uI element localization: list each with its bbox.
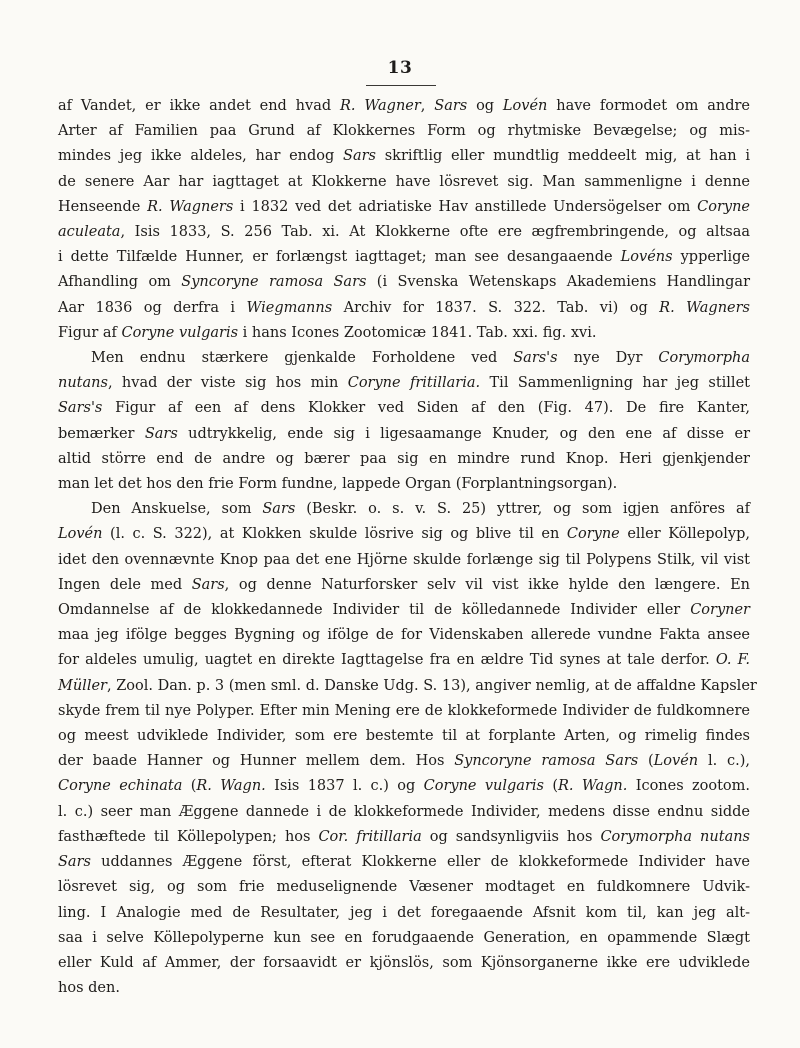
text-run: nye Dyr	[557, 350, 659, 367]
italic-text: Syncoryne ramosa Sars	[181, 274, 367, 291]
italic-text: Lovén	[502, 98, 548, 114]
italic-text: Lovéns	[620, 249, 673, 266]
text-line	[58, 825, 750, 850]
text-line	[58, 548, 750, 573]
text-run: ling. I Analogie med de Resultater, jeg i det foregaaende Afsnit kom til, kan jeg alt-	[58, 904, 750, 921]
text-run: og meest udviklede Individer, som ere bestemte til at forplante Arten, og rimelig findes	[58, 728, 750, 745]
italic-text: Coryne echinata	[58, 778, 183, 795]
text-run: skriftlig eller mundtlig meddeelt mig, at han i	[376, 148, 750, 165]
text-run: idet den ovennævnte Knop paa det ene Hjörne skulde forlænge sig til Polypens Stilk, vil vist	[58, 551, 750, 568]
italic-text: Sars	[434, 98, 468, 114]
text-run: eller Köllepolyp,	[619, 526, 750, 543]
text-line	[58, 497, 750, 522]
text-run: i dette Tilfælde Hunner, er forlængst iagttaget; man see desangaaende	[58, 249, 621, 266]
italic-text: Cor. fritillaria	[318, 828, 422, 845]
italic-text: Müller	[58, 677, 107, 694]
text-line	[58, 522, 750, 547]
italic-text: Coryne	[697, 198, 751, 215]
text-line	[58, 951, 750, 976]
text-line	[58, 396, 750, 421]
text-run: skyde frem til nye Polyper. Efter min Mening ere de klokkeformede Individer de fuldkomnere	[58, 702, 750, 719]
text-run: lösrevet sig, og som frie meduselignende Væsener modtaget en fuldkomnere Udvik-	[58, 879, 750, 896]
text-line	[58, 774, 750, 799]
text-line	[58, 94, 750, 119]
text-line	[58, 573, 750, 598]
text-run: der baade Hanner og Hunner mellem dem. Hos	[58, 753, 455, 770]
text-line	[58, 170, 750, 195]
italic-text: Sars	[144, 425, 178, 442]
text-run: fasthæftede til Köllepolypen; hos	[58, 828, 319, 845]
text-run: l. c.),	[698, 753, 750, 770]
italic-text: aculeata	[58, 224, 121, 241]
text-run: i 1832 ved det adriatiske Hav anstillede Undersögelser om	[233, 198, 698, 215]
text-run: og sandsynligviis hos	[421, 828, 601, 845]
italic-text: Coryner	[690, 602, 750, 619]
text-run: , og denne Naturforsker selv vil vist ikke hylde den længere. En	[224, 576, 750, 593]
italic-text: Corymorpha nutans	[600, 828, 750, 845]
italic-text: Sars	[191, 576, 225, 593]
text-run: , Zool. Dan. p. 3 (men sml. d. Danske Udg. S. 13), angiver nemlig, at de affaldne Kapsler	[106, 677, 757, 694]
text-line	[58, 321, 750, 346]
italic-text: Coryne fritillaria.	[347, 375, 481, 392]
italic-text: Corymorpha	[658, 350, 750, 367]
italic-text: Sars's	[58, 400, 103, 417]
text-run: Ingen dele med	[58, 576, 192, 593]
italic-text: O. F.	[715, 652, 750, 669]
text-run: i hans Icones Zootomicæ 1841. Tab. xxi. fig. xvi.	[238, 324, 597, 341]
text-line	[58, 346, 750, 371]
text-run: Icones zootom.	[627, 778, 751, 795]
italic-text: R. Wagn.	[557, 778, 628, 795]
text-run: af Vandet, er ikke andet end hvad	[58, 98, 340, 114]
italic-text: Coryne	[566, 526, 620, 543]
text-run: (l. c. S. 322), at Klokken skulde lösrive sig og blive til en	[102, 526, 567, 543]
text-run: l. c.) seer man Æggene dannede i de klokkeformede Individer, medens disse endnu sidde	[58, 803, 750, 820]
text-run: Archiv for 1837. S. 322. Tab. vi) og	[332, 299, 660, 316]
italic-text: Coryne vulgaris	[121, 324, 239, 341]
italic-text: R. Wagners	[659, 299, 750, 316]
italic-text: Sars	[343, 148, 376, 165]
header-rule	[366, 85, 436, 86]
text-run: Arter af Familien paa Grund af Klokkernes Form og rhytmiske Bevægelse; og mis-	[58, 123, 750, 140]
text-line	[58, 371, 750, 396]
italic-text: R. Wagners	[147, 198, 234, 215]
text-run: man let det hos den frie Form fundne, lappede Organ (Forplantningsorgan).	[58, 476, 618, 493]
italic-text: Sars	[262, 501, 296, 518]
text-run: , Isis 1833, S. 256 Tab. xi. At Klokkerne ofte ere ægfrembringende, og altsaa	[120, 224, 750, 241]
text-line	[58, 926, 750, 951]
text-line	[58, 472, 750, 497]
text-line	[58, 901, 750, 926]
text-line	[58, 296, 750, 321]
text-run: Henseende	[58, 198, 148, 215]
text-line	[58, 144, 750, 169]
text-line	[58, 119, 750, 144]
italic-text: Syncoryne ramosa Sars	[454, 753, 639, 770]
text-run: , hvad der viste sig hos min	[107, 375, 348, 392]
text-line	[58, 447, 750, 472]
text-run: (	[182, 778, 197, 795]
italic-text: R. Wagner	[340, 98, 421, 114]
text-line	[58, 674, 757, 699]
text-run: altid större end de andre og bærer paa sig en mindre rund Knop. Heri gjenkjender	[58, 450, 750, 467]
text-run: (	[543, 778, 558, 795]
text-run: for aldeles umulig, uagtet en direkte Iagttagelse fra en ældre Tid synes at tale derfor.	[58, 652, 716, 669]
text-run: de senere Aar har iagttaget at Klokkerne have lösrevet sig. Man sammenligne i denne	[58, 173, 750, 190]
text-run: (Beskr. o. s. v. S. 25) yttrer, og som igjen anföres af	[295, 501, 750, 518]
text-line	[58, 724, 750, 749]
text-line	[58, 749, 750, 774]
text-line	[58, 195, 750, 220]
text-line	[58, 699, 750, 724]
text-run: eller Kuld af Ammer, der forsaavidt er kjönslös, som Kjönsorganerne ikke ere udviklede	[58, 954, 750, 971]
text-run: Figur af een af dens Klokker ved Siden af den (Fig. 47). De fire Kanter,	[102, 400, 750, 417]
italic-text: R. Wagn.	[196, 778, 266, 795]
text-line	[58, 270, 750, 295]
paragraph	[58, 497, 757, 1001]
text-run: have formodet om andre	[547, 98, 750, 114]
text-line	[58, 422, 750, 447]
text-run: uddannes Æggene först, efterat Klokkerne eller de klokkeformede Individer have	[90, 854, 750, 871]
italic-text: Wiegmanns	[246, 299, 333, 316]
text-run: Aar 1836 og derfra i	[58, 299, 247, 316]
text-run: saa i selve Köllepolyperne kun see en forudgaaende Generation, en opammende Slægt	[58, 929, 750, 946]
text-run: Men endnu stærkere gjenkalde Forholdene ved	[91, 350, 514, 367]
text-run: bemærker	[58, 425, 145, 442]
text-run: (i Svenska Wetenskaps Akademiens Handlingar	[366, 274, 750, 291]
text-run: udtrykkelig, ende sig i ligesaamange Knuder, og den ene af disse er	[177, 425, 750, 442]
body-text	[58, 94, 757, 1001]
text-run: Den Anskuelse, som	[91, 501, 263, 518]
text-run: ,	[420, 98, 435, 114]
italic-text: Lovén	[653, 753, 699, 770]
paragraph	[58, 94, 750, 346]
text-line	[58, 220, 750, 245]
italic-text: nutans	[58, 375, 108, 392]
page-number: 13	[387, 58, 413, 78]
text-line	[58, 245, 750, 270]
text-line	[58, 598, 750, 623]
text-line	[58, 850, 750, 875]
text-run: Figur af	[58, 324, 122, 341]
text-run: hos den.	[58, 980, 120, 997]
paragraph	[58, 346, 750, 497]
italic-text: Sars	[58, 854, 91, 871]
text-line	[58, 623, 750, 648]
text-line	[58, 875, 750, 900]
text-run: Isis 1837 l. c.) og	[265, 778, 424, 795]
italic-text: Lovén	[58, 526, 103, 543]
text-line	[58, 976, 750, 1001]
text-run: ypperlige	[672, 249, 751, 266]
italic-text: Coryne vulgaris	[423, 778, 544, 795]
text-run: mindes jeg ikke aldeles, har endog	[58, 148, 344, 165]
text-run: Omdannelse af de klokkedannede Individer til de kölledannede Individer eller	[58, 602, 691, 619]
text-run: Til Sammenligning har jeg stillet	[480, 375, 750, 392]
text-run: Afhandling om	[58, 274, 182, 291]
text-run: (	[638, 753, 654, 770]
text-line	[58, 800, 750, 825]
text-line	[58, 648, 750, 673]
text-run: maa jeg ifölge begges Bygning og ifölge de for Videnskaben allerede vundne Fakta ansee	[58, 627, 750, 644]
italic-text: Sars's	[513, 350, 558, 367]
text-run: og	[467, 98, 503, 114]
